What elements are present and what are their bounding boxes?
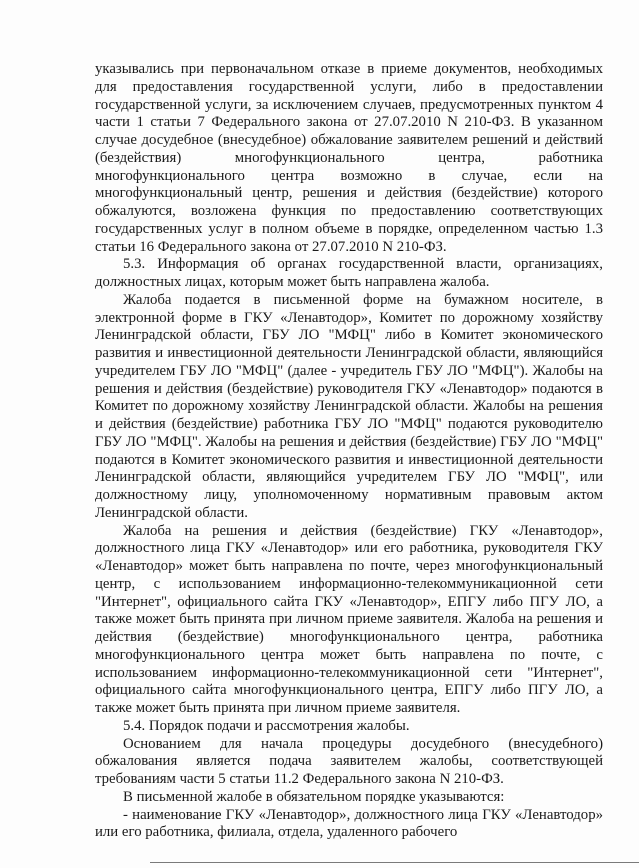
section-heading-5-4: 5.4. Порядок подачи и рассмотрения жалобы. bbox=[123, 717, 410, 734]
paragraph-grounds-for-appeal: Основанием для начала процедуры досудебного (внесудебного) обжалования является подача заявителем жалобы, соответствующей требованиям части 5 статьи 11.2 Федерального закона N 210-ФЗ. bbox=[95, 735, 603, 787]
section-heading-5-3: 5.3. Информация об органах государственной власти, организациях, должностных лицах, которым может быть направлена жалоба. bbox=[95, 256, 603, 290]
document-body bbox=[95, 61, 603, 842]
paragraph-mfc-appeal-conditions: указывались при первоначальном отказе в приеме документов, необходимых для предоставления государственной услуги, либо в предоставлении государственной услуги, за исключением случаев, предусмотренных пунктом 4 части 1 статьи 7 Федерального закона от 27.07.2010 N 210-ФЗ. В указанном случае досудебное (внесудебное) обжалование заявителем решений и действий (бездействия) многофункционального центра, работника многофункционального центра возможно в случае, если на многофункциональный центр, решения и действия (бездействие) которого обжалуются, возложена функция по предоставлению соответствующих государственных услуг в полном объеме в порядке, определенном частью 1.3 статьи 16 Федерального закона от 27.07.2010 N 210-ФЗ. bbox=[95, 61, 603, 255]
list-item-organization-name: - наименование ГКУ «Ленавтодор», должностного лица ГКУ «Ленавтодор» или его работника, филиала, отдела, удаленного рабочего bbox=[95, 806, 603, 841]
paragraph-complaint-channels: Жалоба на решения и действия (бездействие) ГКУ «Ленавтодор», должностного лица ГКУ «Ленавтодор» или его работника, руководителя ГКУ «Ленавтодор» может быть направлена по почте, через многофункциональный центр, с использованием информационно-телекоммуникационной сети "Интернет", официального сайта ГКУ «Ленавтодор», ЕПГУ либо ПГУ ЛО, а также может быть принята при личном приеме заявителя. Жалоба на решения и действия (бездействие) многофункционального центра, работника многофункционального центра может быть направлена по почте, с использованием информационно-телекоммуникационной сети "Интернет", официального сайта многофункционального центра, ЕПГУ либо ПГУ ЛО, а также может быть принята при личном приеме заявителя. bbox=[95, 522, 603, 716]
paragraph-complaint-submission: Жалоба подается в письменной форме на бумажном носителе, в электронной форме в ГКУ «Ленавтодор», Комитет по дорожному хозяйству Ленинградской области, ГБУ ЛО "МФЦ" либо в Комитет экономического развития и инвестиционной деятельности Ленинградской области, являющийся учредителем ГБУ ЛО "МФЦ" (далее - учредитель ГБУ ЛО "МФЦ"). Жалобы на решения и действия (бездействие) руководителя ГКУ «Ленавтодор» подаются в Комитет по дорожному хозяйству Ленинградской области. Жалобы на решения и действия (бездействие) работника ГБУ ЛО "МФЦ" подаются руководителю ГБУ ЛО "МФЦ". Жалобы на решения и действия (бездействие) ГБУ ЛО "МФЦ" подаются в Комитет экономического развития и инвестиционной деятельности Ленинградской области, являющийся учредителем ГБУ ЛО "МФЦ", или должностному лицу, уполномоченному нормативным правовым актом Ленинградской области. bbox=[95, 291, 603, 521]
paragraph-required-contents: В письменной жалобе в обязательном порядке указываются: bbox=[123, 788, 505, 805]
page-bottom-edge-line bbox=[150, 862, 639, 863]
